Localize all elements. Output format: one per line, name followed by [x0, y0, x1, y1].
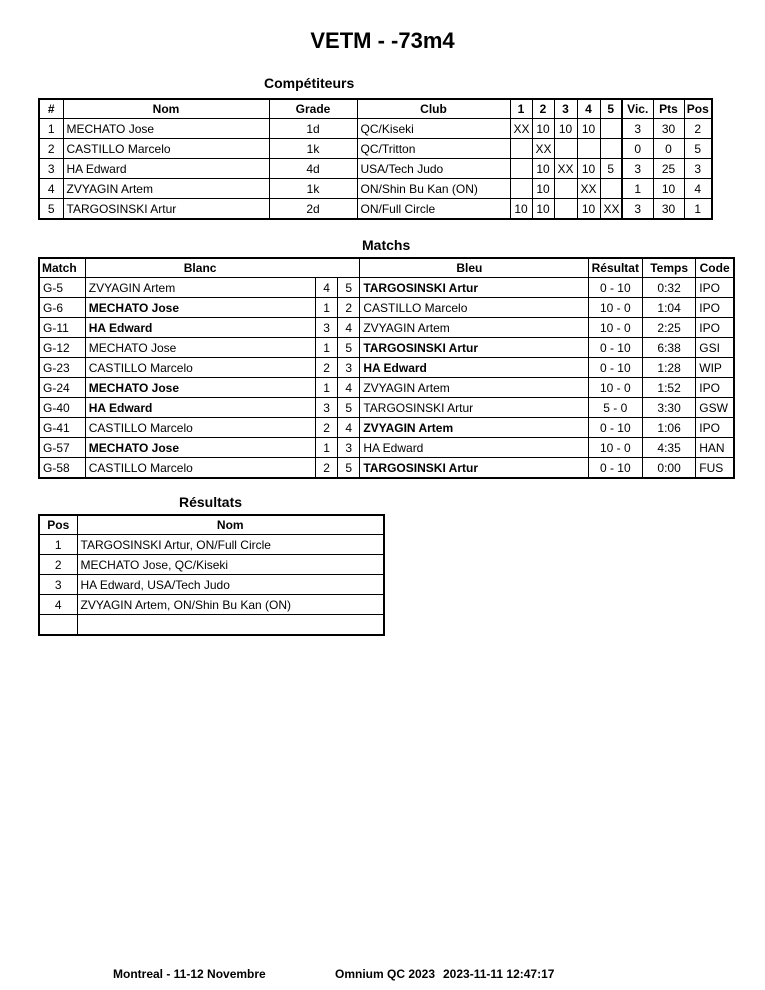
match-code: FUS [696, 458, 734, 479]
col-res-name: Nom [77, 515, 384, 535]
competitor-club: USA/Tech Judo [357, 159, 510, 179]
match-row [39, 318, 734, 338]
blue-number: 2 [338, 298, 360, 318]
footer-event: Omnium QC 2023 [335, 967, 436, 981]
competitor-victories: 0 [622, 139, 653, 159]
white-competitor: MECHATO Jose [85, 378, 315, 398]
white-competitor: MECHATO Jose [85, 338, 315, 358]
match-id: G-5 [39, 278, 85, 298]
match-result: 0 - 10 [588, 458, 642, 479]
match-code: GSW [696, 398, 734, 418]
col-result: Résultat [588, 258, 642, 278]
round-score: 10 [577, 199, 600, 220]
blue-competitor: HA Edward [360, 438, 588, 458]
white-competitor: MECHATO Jose [85, 298, 315, 318]
competitor-victories: 1 [622, 179, 653, 199]
white-competitor: CASTILLO Marcelo [85, 358, 315, 378]
match-row [39, 398, 734, 418]
white-competitor: HA Edward [85, 318, 315, 338]
result-position: 2 [39, 555, 77, 575]
match-id: G-12 [39, 338, 85, 358]
round-score [510, 139, 532, 159]
white-number: 1 [316, 338, 338, 358]
competitor-name: CASTILLO Marcelo [63, 139, 269, 159]
blue-number: 4 [338, 318, 360, 338]
competitor-club: ON/Shin Bu Kan (ON) [357, 179, 510, 199]
col-r2: 2 [532, 99, 554, 119]
round-score: 10 [532, 119, 554, 139]
match-time: 6:38 [642, 338, 695, 358]
col-name: Nom [63, 99, 269, 119]
round-score [600, 139, 622, 159]
competitor-number: 1 [39, 119, 63, 139]
match-result: 10 - 0 [588, 438, 642, 458]
white-competitor: CASTILLO Marcelo [85, 458, 315, 479]
round-score: 10 [532, 179, 554, 199]
white-number: 2 [316, 358, 338, 378]
round-score [554, 139, 577, 159]
match-id: G-24 [39, 378, 85, 398]
blue-competitor: HA Edward [360, 358, 588, 378]
result-position [39, 615, 77, 636]
competitor-points: 10 [653, 179, 684, 199]
competitor-number: 3 [39, 159, 63, 179]
match-result: 5 - 0 [588, 398, 642, 418]
competitor-grade: 4d [269, 159, 357, 179]
blue-number: 3 [338, 358, 360, 378]
round-score [554, 179, 577, 199]
blue-competitor: ZVYAGIN Artem [360, 318, 588, 338]
round-score: XX [510, 119, 532, 139]
competitor-name: HA Edward [63, 159, 269, 179]
blue-number: 4 [338, 378, 360, 398]
result-row [39, 615, 384, 636]
blue-number: 5 [338, 278, 360, 298]
match-result: 0 - 10 [588, 358, 642, 378]
col-vic: Vic. [622, 99, 653, 119]
competitor-number: 4 [39, 179, 63, 199]
blue-number: 4 [338, 418, 360, 438]
blue-number: 5 [338, 458, 360, 479]
competitor-number: 5 [39, 199, 63, 220]
white-competitor: MECHATO Jose [85, 438, 315, 458]
competitor-position: 2 [684, 119, 712, 139]
match-row [39, 438, 734, 458]
match-row [39, 378, 734, 398]
match-code: IPO [696, 418, 734, 438]
col-time: Temps [642, 258, 695, 278]
match-result: 10 - 0 [588, 298, 642, 318]
round-score: 10 [532, 159, 554, 179]
round-score [510, 159, 532, 179]
blue-number: 5 [338, 398, 360, 418]
match-row [39, 278, 734, 298]
result-row [39, 555, 384, 575]
match-time: 1:28 [642, 358, 695, 378]
match-id: G-41 [39, 418, 85, 438]
match-code: WIP [696, 358, 734, 378]
competitor-grade: 1k [269, 179, 357, 199]
result-row [39, 595, 384, 615]
match-id: G-6 [39, 298, 85, 318]
match-time: 1:52 [642, 378, 695, 398]
white-competitor: HA Edward [85, 398, 315, 418]
competitor-club: QC/Kiseki [357, 119, 510, 139]
match-id: G-23 [39, 358, 85, 378]
round-score: XX [554, 159, 577, 179]
match-code: IPO [696, 378, 734, 398]
round-score [554, 199, 577, 220]
round-score: 10 [577, 119, 600, 139]
match-row [39, 358, 734, 378]
competitor-row [39, 119, 712, 139]
result-row [39, 575, 384, 595]
competitor-points: 0 [653, 139, 684, 159]
round-score: XX [577, 179, 600, 199]
white-number: 3 [316, 398, 338, 418]
blue-competitor: TARGOSINSKI Artur [360, 398, 588, 418]
col-code: Code [696, 258, 734, 278]
page-title: VETM - -73m4 [310, 28, 455, 53]
white-number: 4 [316, 278, 338, 298]
col-r4: 4 [577, 99, 600, 119]
col-match: Match [39, 258, 85, 278]
competitor-name: MECHATO Jose [63, 119, 269, 139]
blue-competitor: ZVYAGIN Artem [360, 418, 588, 438]
competitor-position: 1 [684, 199, 712, 220]
match-time: 2:25 [642, 318, 695, 338]
match-code: HAN [696, 438, 734, 458]
blue-number: 5 [338, 338, 360, 358]
col-grade: Grade [269, 99, 357, 119]
competitor-club: QC/Tritton [357, 139, 510, 159]
competitor-grade: 1d [269, 119, 357, 139]
match-row [39, 418, 734, 438]
white-competitor: CASTILLO Marcelo [85, 418, 315, 438]
round-score: 10 [554, 119, 577, 139]
round-score: 10 [510, 199, 532, 220]
result-position: 4 [39, 595, 77, 615]
result-name [77, 615, 384, 636]
match-id: G-11 [39, 318, 85, 338]
blue-competitor: TARGOSINSKI Artur [360, 458, 588, 479]
match-result: 10 - 0 [588, 378, 642, 398]
competitor-row [39, 159, 712, 179]
white-number: 3 [316, 318, 338, 338]
matches-table [38, 257, 735, 479]
competitor-name: TARGOSINSKI Artur [63, 199, 269, 220]
match-result: 0 - 10 [588, 338, 642, 358]
round-score: XX [600, 199, 622, 220]
match-time: 4:35 [642, 438, 695, 458]
competitor-victories: 3 [622, 119, 653, 139]
round-score: 10 [577, 159, 600, 179]
competitor-points: 30 [653, 119, 684, 139]
competitor-grade: 1k [269, 139, 357, 159]
competitor-points: 25 [653, 159, 684, 179]
round-score [577, 139, 600, 159]
col-blue: Bleu [360, 258, 588, 278]
competitor-victories: 3 [622, 159, 653, 179]
competitors-heading: Compétiteurs [264, 75, 355, 91]
results-table [38, 514, 385, 636]
footer-location: Montreal - 11-12 Novembre [113, 967, 266, 981]
white-number: 1 [316, 438, 338, 458]
result-name: TARGOSINSKI Artur, ON/Full Circle [77, 535, 384, 555]
match-time: 1:04 [642, 298, 695, 318]
match-code: GSI [696, 338, 734, 358]
round-score [510, 179, 532, 199]
competitors-table [38, 98, 713, 220]
match-id: G-58 [39, 458, 85, 479]
competitor-position: 5 [684, 139, 712, 159]
col-white: Blanc [85, 258, 360, 278]
matches-heading: Matchs [362, 237, 411, 253]
round-score: XX [532, 139, 554, 159]
competitor-club: ON/Full Circle [357, 199, 510, 220]
round-score: 10 [532, 199, 554, 220]
blue-competitor: CASTILLO Marcelo [360, 298, 588, 318]
col-r1: 1 [510, 99, 532, 119]
competitor-number: 2 [39, 139, 63, 159]
white-number: 1 [316, 378, 338, 398]
blue-competitor: TARGOSINSKI Artur [360, 338, 588, 358]
blue-number: 3 [338, 438, 360, 458]
match-code: IPO [696, 298, 734, 318]
col-r5: 5 [600, 99, 622, 119]
blue-competitor: ZVYAGIN Artem [360, 378, 588, 398]
match-row [39, 458, 734, 479]
result-position: 3 [39, 575, 77, 595]
match-row [39, 338, 734, 358]
match-id: G-40 [39, 398, 85, 418]
result-row [39, 535, 384, 555]
footer-timestamp: 2023-11-11 12:47:17 [443, 967, 555, 981]
blue-competitor: TARGOSINSKI Artur [360, 278, 588, 298]
col-r3: 3 [554, 99, 577, 119]
match-result: 0 - 10 [588, 418, 642, 438]
competitor-grade: 2d [269, 199, 357, 220]
col-club: Club [357, 99, 510, 119]
col-pos: Pos [684, 99, 712, 119]
result-name: MECHATO Jose, QC/Kiseki [77, 555, 384, 575]
col-res-pos: Pos [39, 515, 77, 535]
competitor-victories: 3 [622, 199, 653, 220]
match-result: 0 - 10 [588, 278, 642, 298]
competitor-row [39, 179, 712, 199]
match-time: 0:32 [642, 278, 695, 298]
competitor-position: 3 [684, 159, 712, 179]
competitor-points: 30 [653, 199, 684, 220]
competitor-row [39, 199, 712, 220]
round-score: 5 [600, 159, 622, 179]
match-row [39, 298, 734, 318]
white-number: 2 [316, 418, 338, 438]
round-score [600, 179, 622, 199]
match-time: 0:00 [642, 458, 695, 479]
competitor-position: 4 [684, 179, 712, 199]
match-code: IPO [696, 318, 734, 338]
col-pts: Pts [653, 99, 684, 119]
competitor-row [39, 139, 712, 159]
match-result: 10 - 0 [588, 318, 642, 338]
round-score [600, 119, 622, 139]
match-code: IPO [696, 278, 734, 298]
match-id: G-57 [39, 438, 85, 458]
competitor-name: ZVYAGIN Artem [63, 179, 269, 199]
match-time: 1:06 [642, 418, 695, 438]
white-competitor: ZVYAGIN Artem [85, 278, 315, 298]
white-number: 1 [316, 298, 338, 318]
col-num: # [39, 99, 63, 119]
white-number: 2 [316, 458, 338, 479]
results-heading: Résultats [179, 494, 243, 510]
result-name: HA Edward, USA/Tech Judo [77, 575, 384, 595]
result-name: ZVYAGIN Artem, ON/Shin Bu Kan (ON) [77, 595, 384, 615]
match-time: 3:30 [642, 398, 695, 418]
result-position: 1 [39, 535, 77, 555]
